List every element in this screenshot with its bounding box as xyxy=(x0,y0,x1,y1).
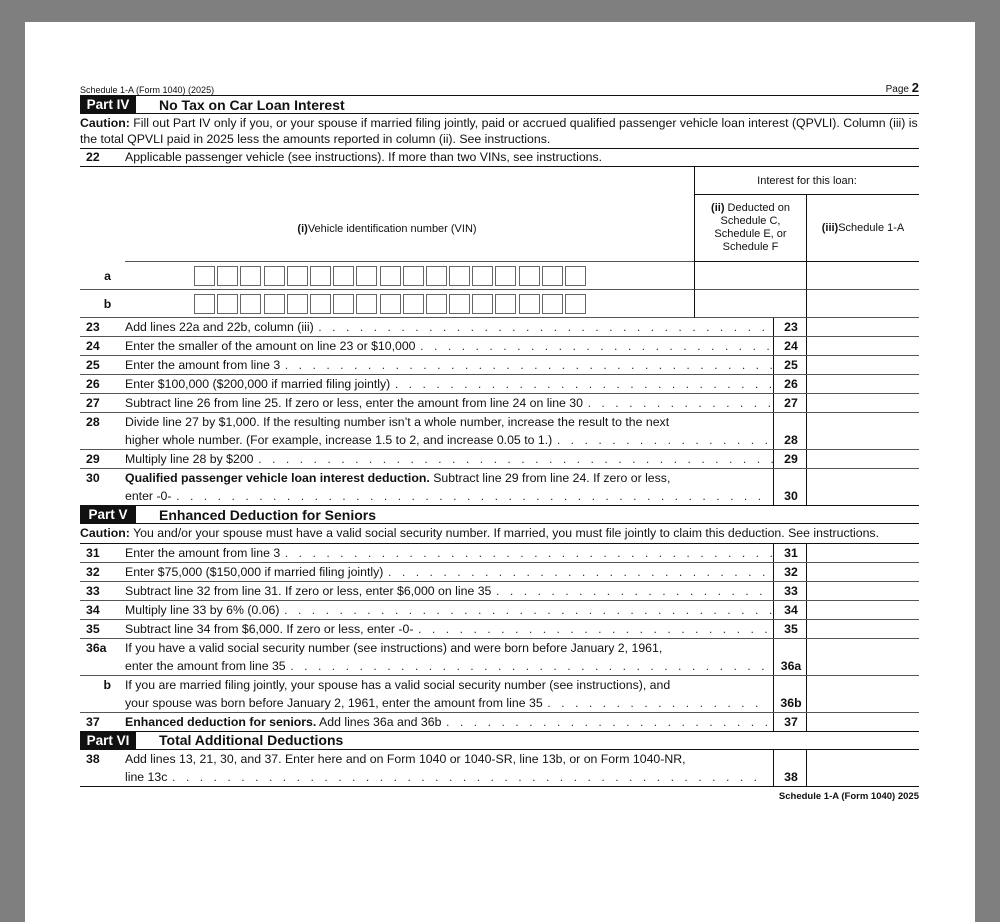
line-description xyxy=(125,582,773,600)
line-number: 25 xyxy=(86,358,100,372)
line-description xyxy=(125,601,773,619)
line-description: Applicable passenger vehicle (see instructions). If more than two VINs, see instructions. xyxy=(125,150,603,164)
amount-input-25[interactable] xyxy=(807,356,919,374)
line-description xyxy=(125,544,773,562)
line-text-2: enter the amount from line 35 xyxy=(125,658,286,673)
line-box-label: 36b xyxy=(773,676,807,712)
interest-header: Interest for this loan: xyxy=(695,167,919,195)
amount-input-35[interactable] xyxy=(807,620,919,638)
part-v-caution xyxy=(80,524,919,544)
page-label: Page xyxy=(885,84,909,95)
vin-column-header xyxy=(80,167,695,262)
line-number: 28 xyxy=(86,415,100,429)
line-number: b xyxy=(103,677,111,692)
line-text: Multiply line 33 by 6% (0.06) xyxy=(125,602,280,617)
vin-character-box[interactable] xyxy=(519,294,540,314)
line-text: Enter $100,000 ($200,000 if married filing jointly) xyxy=(125,377,391,391)
line-text-2: enter -0- xyxy=(125,489,172,503)
amount-input-24[interactable] xyxy=(807,337,919,355)
line-number: 36a xyxy=(86,640,107,655)
line-37 xyxy=(80,713,919,732)
vin-character-box[interactable] xyxy=(310,266,331,286)
line-box-label: 25 xyxy=(773,356,807,374)
form-name: Schedule 1-A (Form 1040) (2025) xyxy=(80,85,215,95)
line-description xyxy=(125,469,773,505)
line-box-label: 23 xyxy=(773,318,807,336)
vin-character-box[interactable] xyxy=(333,266,354,286)
line-number: 24 xyxy=(86,339,100,353)
col-iii-label: Schedule 1-A xyxy=(838,222,905,234)
deducted-input-b[interactable] xyxy=(695,290,807,318)
line-box-label: 34 xyxy=(773,601,807,619)
amount-input-37[interactable] xyxy=(807,713,919,731)
line-description xyxy=(125,620,773,638)
col-iii-prefix: (iii) xyxy=(821,222,839,234)
amount-input-28[interactable] xyxy=(807,413,919,449)
line-text-2-wrap xyxy=(125,694,767,712)
line-description xyxy=(125,750,773,786)
line-23 xyxy=(80,318,919,337)
line-29 xyxy=(80,450,919,469)
part-vi-title: Total Additional Deductions xyxy=(159,732,344,748)
line-text: Add lines 36a and 36b xyxy=(316,714,442,729)
line-box-label: 24 xyxy=(773,337,807,355)
line-description xyxy=(125,318,773,336)
line-text: Enter the amount from line 3 xyxy=(125,358,281,372)
amount-input-34[interactable] xyxy=(807,601,919,619)
line-number: 33 xyxy=(86,583,100,598)
line-description xyxy=(125,713,773,731)
line-number: 27 xyxy=(86,396,100,410)
line-36a xyxy=(80,639,919,676)
line-text-1: If you have a valid social security number (see instructions) and were born before January 2, 1961, xyxy=(125,640,663,655)
line-box-label: 36a xyxy=(773,639,807,675)
line-box-label: 33 xyxy=(773,582,807,600)
vin-character-box[interactable] xyxy=(472,266,493,286)
line-number: 31 xyxy=(86,545,100,560)
line-description xyxy=(125,394,773,412)
line-text-2-wrap xyxy=(125,768,767,786)
line-number: 23 xyxy=(86,320,100,334)
vin-input-a[interactable] xyxy=(194,266,588,286)
schedule-1a-page-2 xyxy=(80,80,919,802)
row-label: b xyxy=(103,296,112,311)
line-text-2-wrap xyxy=(125,431,767,449)
amount-input-33[interactable] xyxy=(807,582,919,600)
vin-character-box[interactable] xyxy=(264,266,285,286)
line-text-2-wrap xyxy=(125,487,767,505)
vehicle-table xyxy=(80,167,919,318)
amount-input-38[interactable] xyxy=(807,750,919,786)
line-bold-text: Enhanced deduction for seniors. xyxy=(125,714,317,729)
vin-character-box[interactable] xyxy=(449,294,470,314)
line-38 xyxy=(80,750,919,787)
amount-input-27[interactable] xyxy=(807,394,919,412)
vin-character-box[interactable] xyxy=(449,266,470,286)
line-text: Subtract line 26 from line 25. If zero or less, enter the amount from line 24 on line 30 xyxy=(125,396,583,410)
line-box-label: 35 xyxy=(773,620,807,638)
amount-input-23[interactable] xyxy=(807,318,919,336)
vin-character-box[interactable] xyxy=(240,294,261,314)
schedule-1a-input-b[interactable] xyxy=(807,290,919,318)
line-description xyxy=(125,375,773,393)
line-34 xyxy=(80,601,919,620)
line-box-label: 26 xyxy=(773,375,807,393)
vin-character-box[interactable] xyxy=(472,294,493,314)
vin-character-box[interactable] xyxy=(287,266,308,286)
amount-input-36a[interactable] xyxy=(807,639,919,675)
amount-input-32[interactable] xyxy=(807,563,919,581)
line-25 xyxy=(80,356,919,375)
form-page xyxy=(25,22,975,922)
amount-input-30[interactable] xyxy=(807,469,919,505)
line-number: 26 xyxy=(86,377,100,391)
line-text-2: higher whole number. (For example, increase 1.5 to 2, and increase 0.05 to 1.) xyxy=(125,433,553,447)
col-ii-prefix: (ii) xyxy=(711,202,725,214)
vin-character-box[interactable] xyxy=(565,266,586,286)
line-description xyxy=(125,563,773,581)
vin-character-box[interactable] xyxy=(542,266,563,286)
line-text-1: Subtract line 29 from line 24. If zero or less, xyxy=(429,471,671,485)
col-i-prefix: (i) xyxy=(297,222,308,235)
part-vi-label: Part VI xyxy=(80,732,136,749)
part-iv-caution xyxy=(80,114,919,149)
line-number: 29 xyxy=(86,452,100,466)
line-text-1: If you are married filing jointly, your spouse has a valid social security number (see instructions), and xyxy=(125,677,671,692)
vin-character-box[interactable] xyxy=(403,266,424,286)
line-box-label: 27 xyxy=(773,394,807,412)
vin-input-b[interactable] xyxy=(194,294,588,314)
vin-character-box[interactable] xyxy=(217,294,238,314)
line-text: Enter the smaller of the amount on line 23 or $10,000 xyxy=(125,339,416,353)
line-text-1: Add lines 13, 21, 30, and 37. Enter here and on Form 1040 or 1040-SR, line 13b, or on Form 1040-NR, xyxy=(125,751,686,766)
amount-input-31[interactable] xyxy=(807,544,919,562)
part-v-label: Part V xyxy=(80,506,136,523)
caution-text: You and/or your spouse must have a valid social security number. If married, you must file jointly to claim this deduction. See instructions. xyxy=(129,526,879,540)
line-number: 22 xyxy=(86,150,100,164)
vin-character-box[interactable] xyxy=(356,294,377,314)
page-number: 2 xyxy=(911,80,919,95)
line-box-label: 28 xyxy=(773,413,807,449)
vin-character-box[interactable] xyxy=(426,266,447,286)
schedule-1a-input-a[interactable] xyxy=(807,262,919,290)
line-text-1: Divide line 27 by $1,000. If the resulting number isn’t a whole number, increase the result to the next xyxy=(125,415,670,429)
vin-character-box[interactable] xyxy=(542,294,563,314)
page-indicator xyxy=(886,80,919,95)
schedule-1a-column-header xyxy=(807,195,919,262)
vin-character-box[interactable] xyxy=(495,294,516,314)
line-22 xyxy=(80,149,919,167)
line-box-label: 29 xyxy=(773,450,807,468)
part-iv-label: Part IV xyxy=(80,96,136,113)
line-number: 30 xyxy=(86,471,100,485)
vin-character-box[interactable] xyxy=(333,294,354,314)
part-v-header xyxy=(80,506,919,524)
part-iv-header xyxy=(80,96,919,114)
amount-input-26[interactable] xyxy=(807,375,919,393)
line-27 xyxy=(80,394,919,413)
line-box-label: 30 xyxy=(773,469,807,505)
vin-character-box[interactable] xyxy=(240,266,261,286)
page-footer: Schedule 1-A (Form 1040) 2025 xyxy=(778,790,919,802)
row-label: a xyxy=(104,268,111,283)
caution-label: Caution: xyxy=(80,116,130,130)
line-box-label: 37 xyxy=(773,713,807,731)
line-description xyxy=(125,356,773,374)
line-text: Subtract line 34 from $6,000. If zero or less, enter -0- xyxy=(125,621,414,636)
line-text: Add lines 22a and 22b, column (iii) xyxy=(125,320,314,334)
amount-input-36b[interactable] xyxy=(807,676,919,712)
line-35 xyxy=(80,620,919,639)
line-text: Multiply line 28 by $200 xyxy=(125,452,254,466)
vin-character-box[interactable] xyxy=(310,294,331,314)
vin-character-box[interactable] xyxy=(565,294,586,314)
deducted-column-header xyxy=(695,195,807,262)
line-text: Enter the amount from line 3 xyxy=(125,545,281,560)
line-text: Subtract line 32 from line 31. If zero or less, enter $6,000 on line 35 xyxy=(125,583,492,598)
line-28 xyxy=(80,413,919,450)
line-text-2: your spouse was born before January 2, 1961, enter the amount from line 35 xyxy=(125,695,543,710)
vin-character-box[interactable] xyxy=(217,266,238,286)
line-number: 35 xyxy=(86,621,100,636)
vin-character-box[interactable] xyxy=(426,294,447,314)
vin-character-box[interactable] xyxy=(194,266,215,286)
line-30 xyxy=(80,469,919,506)
vin-character-box[interactable] xyxy=(194,294,215,314)
line-text: Enter $75,000 ($150,000 if married filing jointly) xyxy=(125,564,384,579)
vin-character-box[interactable] xyxy=(287,294,308,314)
line-description xyxy=(125,639,773,675)
part-v-title: Enhanced Deduction for Seniors xyxy=(159,506,377,523)
vin-character-box[interactable] xyxy=(356,266,377,286)
vin-character-box[interactable] xyxy=(264,294,285,314)
caution-text: Fill out Part IV only if you, or your spouse if married filing jointly, paid or accrued qualified passenger vehicle loan interest (QPVLI). Column (iii) is the total QPVLI paid in 2025 less the amounts reported in column (ii). See instructions. xyxy=(80,116,918,146)
line-text-2: line 13c xyxy=(125,769,168,784)
line-description xyxy=(125,450,773,468)
vin-character-box[interactable] xyxy=(519,266,540,286)
line-36b xyxy=(80,676,919,713)
line-text-2-wrap xyxy=(125,657,767,675)
line-description xyxy=(125,676,773,712)
line-box-label: 38 xyxy=(773,750,807,786)
vin-character-box[interactable] xyxy=(380,294,401,314)
line-number: 34 xyxy=(86,602,100,617)
line-description xyxy=(125,413,773,449)
vin-character-box[interactable] xyxy=(403,294,424,314)
line-box-label: 31 xyxy=(773,544,807,562)
line-26 xyxy=(80,375,919,394)
part-vi-header xyxy=(80,732,919,750)
amount-input-29[interactable] xyxy=(807,450,919,468)
vin-character-box[interactable] xyxy=(380,266,401,286)
line-31 xyxy=(80,544,919,563)
page-header xyxy=(80,80,919,96)
line-box-label: 32 xyxy=(773,563,807,581)
vin-row-b xyxy=(80,290,695,318)
col-i-label: Vehicle identification number (VIN) xyxy=(307,222,477,235)
line-number: 37 xyxy=(86,714,100,729)
vin-row-a xyxy=(80,262,695,290)
vin-character-box[interactable] xyxy=(495,266,516,286)
caution-label: Caution: xyxy=(80,526,130,540)
line-number: 38 xyxy=(86,751,100,766)
line-description xyxy=(125,337,773,355)
line-32 xyxy=(80,563,919,582)
line-number: 32 xyxy=(86,564,100,579)
col-ii-label: Deducted on Schedule C, Schedule E, or Schedule F xyxy=(714,202,790,253)
line-bold-text: Qualified passenger vehicle loan interest deduction. xyxy=(125,471,430,485)
deducted-input-a[interactable] xyxy=(695,262,807,290)
line-24 xyxy=(80,337,919,356)
part-iv-title: No Tax on Car Loan Interest xyxy=(159,96,345,113)
line-33 xyxy=(80,582,919,601)
